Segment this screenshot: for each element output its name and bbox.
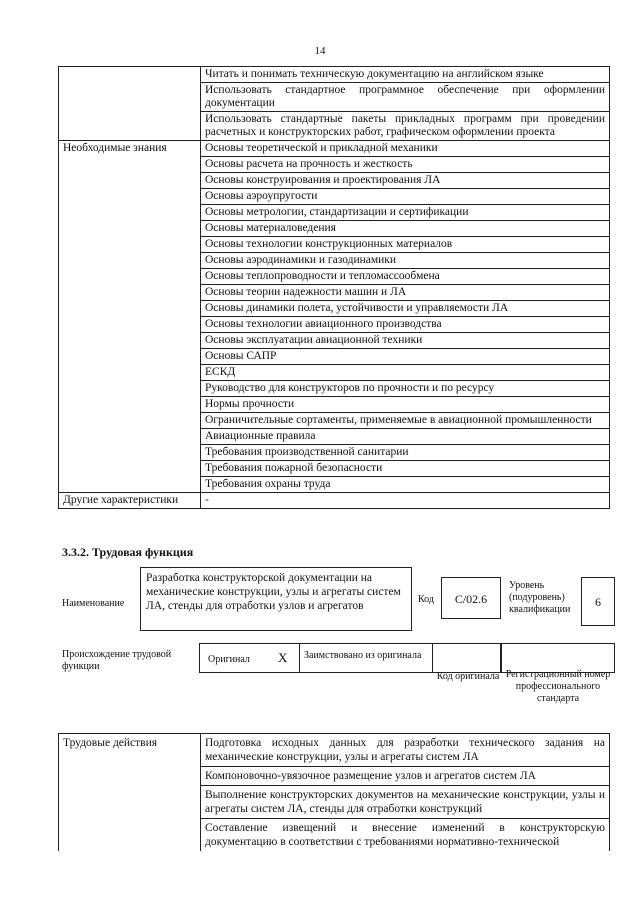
table-row: Составление извещений и внесение изменений в конструкторскую документацию в соответствии с требованиями нормативно-технической — [201, 819, 610, 852]
table-row: Читать и понимать техническую документацию на английском языке — [201, 67, 610, 83]
code-original-cell — [433, 643, 501, 673]
borrowed-label: Заимствовано из оригинала — [304, 650, 422, 661]
qualification-level-value: 6 — [581, 577, 615, 626]
other-characteristics-value: - — [201, 493, 610, 509]
code-label: Код — [418, 594, 434, 605]
table-row: Ограничительные сортаменты, применяемые в авиационной промышленности — [201, 413, 610, 429]
code-value: C/02.6 — [441, 577, 501, 619]
knowledge-label: Необходимые знания — [59, 141, 201, 157]
code-original-label: Код оригинала — [436, 671, 500, 682]
table-row: Компоновочно-увязочное размещение узлов и агрегатов систем ЛА — [201, 767, 610, 786]
table-row: Основы технологии авиационного производства — [201, 317, 610, 333]
table-row: Выполнение конструкторских документов на механические конструкции, узлы и агрегаты систем ЛА, стенды для отработки конструкций — [201, 786, 610, 819]
table-row: Нормы прочности — [201, 397, 610, 413]
origin-label: Происхождение трудовой функции — [62, 649, 172, 672]
function-name-value: Разработка конструкторской документации на механические конструкции, узлы и агрегаты систем ЛА, стенды для отработки узлов и агрегатов — [140, 567, 412, 631]
table-label-cell — [59, 67, 201, 83]
table-row: Основы метрологии, стандартизации и сертификации — [201, 205, 610, 221]
name-label: Наименование — [62, 598, 125, 609]
original-mark: X — [278, 650, 288, 665]
table-row: Требования производственной санитарии — [201, 445, 610, 461]
original-cell — [199, 643, 299, 673]
table-row: Основы динамики полета, устойчивости и управляемости ЛА — [201, 301, 610, 317]
table-row: Основы технологии конструкционных материалов — [201, 237, 610, 253]
table-row: Основы эксплуатации авиационной техники — [201, 333, 610, 349]
table-row: Основы расчета на прочность и жесткость — [201, 157, 610, 173]
table-row: Основы аэроупругости — [201, 189, 610, 205]
table-row: Основы материаловедения — [201, 221, 610, 237]
table-row: Основы теории надежности машин и ЛА — [201, 285, 610, 301]
borrowed-cell — [299, 643, 433, 673]
table-row: Основы теоретической и прикладной механики — [201, 141, 610, 157]
actions-label: Трудовые действия — [59, 734, 201, 767]
table-row: Использовать стандартное программное обеспечение при оформлении документации — [201, 83, 610, 112]
table-row: Использовать стандартные пакеты прикладных программ при проведении расчетных и конструкторских работ, графическом оформлении проекта — [201, 112, 610, 141]
table-row: Руководство для конструкторов по прочности и по ресурсу — [201, 381, 610, 397]
knowledge-table — [58, 66, 610, 509]
table-row: Авиационные правила — [201, 429, 610, 445]
table-row: Основы конструирования и проектирования ЛА — [201, 173, 610, 189]
table-row: Подготовка исходных данных для разработки технического задания на механические конструкции, узлы и агрегаты систем ЛА — [201, 734, 610, 767]
actions-table — [58, 733, 610, 851]
table-row: Требования охраны труда — [201, 477, 610, 493]
page-number: 14 — [314, 45, 326, 57]
section-heading: 3.3.2. Трудовая функция — [62, 545, 194, 559]
other-characteristics-label: Другие характеристики — [59, 493, 201, 509]
table-row: Основы аэродинамики и газодинамики — [201, 253, 610, 269]
table-row: Основы теплопроводности и тепломассообмена — [201, 269, 610, 285]
reg-number-label: Регистрационный номер профессионального стандарта — [505, 669, 611, 704]
table-row: Основы САПР — [201, 349, 610, 365]
qualification-level-label: Уровень (подуровень) квалификации — [509, 580, 571, 615]
original-label: Оригинал — [208, 654, 250, 665]
table-row: ЕСКД — [201, 365, 610, 381]
table-row: Требования пожарной безопасности — [201, 461, 610, 477]
